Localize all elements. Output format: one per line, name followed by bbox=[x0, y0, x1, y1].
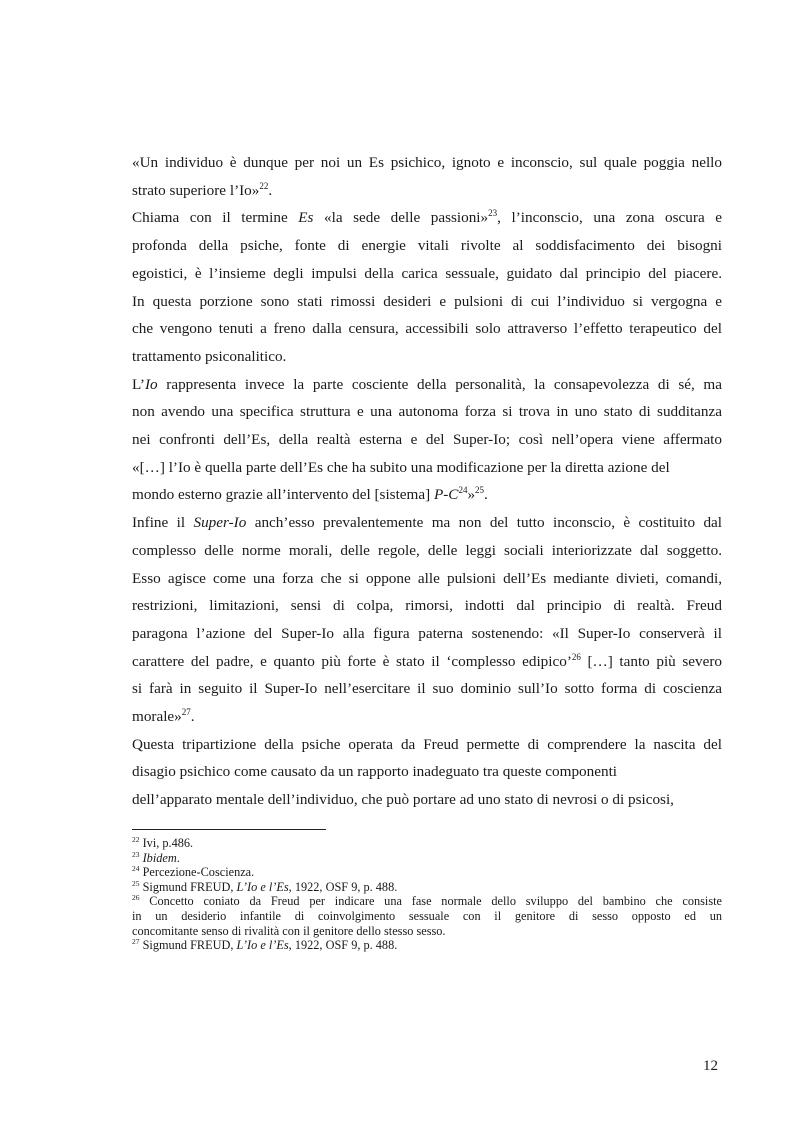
footnote-line bbox=[132, 851, 722, 866]
body-line bbox=[132, 509, 722, 537]
text-run: In questa porzione sono stati rimossi desideri e pulsioni di cui l’individuo si vergogna e bbox=[132, 292, 722, 310]
body-line bbox=[132, 481, 722, 509]
text-run: . bbox=[484, 486, 488, 504]
footnote-reference: 24 bbox=[458, 485, 468, 496]
footnote-reference: 22 bbox=[259, 180, 269, 191]
text-run: Esso agisce come una forza che si oppone alle pulsioni dell’Es mediante divieti, comandi, bbox=[132, 569, 722, 587]
footnote-reference: 27 bbox=[181, 707, 191, 717]
text-run: che vengono tenuti a freno dalla censura, accessibili solo attraverso l’effetto terapeutico del bbox=[132, 320, 722, 338]
body-line bbox=[132, 288, 722, 316]
text-run: morale» bbox=[132, 708, 182, 726]
footnote-27 bbox=[132, 938, 722, 953]
footnote-22 bbox=[132, 836, 722, 851]
body-line bbox=[132, 426, 722, 454]
footnote-reference: 26 bbox=[571, 651, 581, 662]
body-line bbox=[132, 177, 722, 205]
footnote-line bbox=[132, 836, 722, 851]
body-line bbox=[132, 648, 722, 676]
text-run: concomitante senso di rivalità con il genitore dello stesso sesso. bbox=[132, 923, 446, 938]
text-run: strato superiore l’Io» bbox=[132, 181, 260, 199]
text-run: […] tanto più severo bbox=[580, 652, 723, 670]
body-line bbox=[132, 703, 722, 731]
body-line bbox=[132, 731, 722, 759]
footnote-25 bbox=[132, 880, 722, 895]
text-run: nei confronti dell’Es, della realtà esterna e del Super-Io; così nell’opera viene affermato bbox=[132, 431, 722, 449]
text-run: restrizioni, limitazioni, sensi di colpa, rimorsi, indotti dal principio di realtà. Freud bbox=[132, 597, 722, 615]
footnote-24 bbox=[132, 865, 722, 880]
footnote-separator bbox=[132, 829, 326, 830]
text-run: Percezione-Coscienza. bbox=[139, 865, 255, 880]
text-run: Sigmund FREUD, bbox=[139, 879, 237, 894]
footnote-line bbox=[132, 880, 722, 895]
footnote-line bbox=[132, 938, 722, 953]
text-run: complesso delle norme morali, delle regole, delle leggi sociali interiorizzate dal soggetto. bbox=[132, 541, 722, 559]
italic-term: P-C bbox=[433, 486, 459, 504]
footnote-number: 22 bbox=[132, 834, 140, 844]
body-line bbox=[132, 371, 722, 399]
footnote-number: 25 bbox=[132, 878, 140, 888]
body-line bbox=[132, 675, 722, 703]
text-run: in un desiderio infantile di coinvolgimento sessuale con il genitore di sesso opposto ed un bbox=[132, 908, 722, 923]
footnote-number: 27 bbox=[132, 937, 140, 947]
body-line bbox=[132, 343, 722, 371]
text-run: non avendo una specifica struttura e una autonoma forza si trova in uno stato di sudditanza bbox=[132, 403, 722, 421]
page-number: 12 bbox=[703, 1058, 718, 1074]
text-run: trattamento psiconalitico. bbox=[132, 347, 287, 365]
text-run: mondo esterno grazie all’intervento del [sistema] bbox=[132, 486, 434, 504]
italic-term: Io bbox=[144, 375, 158, 393]
text-run: Chiama con il termine bbox=[132, 209, 299, 227]
body-line bbox=[132, 565, 722, 593]
footnote-number: 26 bbox=[132, 893, 140, 903]
footnotes bbox=[132, 836, 722, 953]
text-run: si farà in seguito il Super-Io nell’esercitare il suo dominio sull’Io sotto forma di coscienza bbox=[132, 680, 722, 698]
text-run: . bbox=[190, 708, 195, 726]
body-line bbox=[132, 620, 722, 648]
body-line bbox=[132, 398, 722, 426]
text-run: carattere del padre, e quanto più forte è stato il ‘complesso edipico’ bbox=[132, 652, 572, 670]
text-run: «Un individuo è dunque per noi un Es psichico, ignoto e inconscio, sul quale poggia nello bbox=[132, 154, 722, 171]
body-line bbox=[132, 260, 722, 288]
body-line bbox=[132, 786, 722, 814]
body-line bbox=[132, 537, 722, 565]
text-run: anch’esso prevalentemente ma non del tutto inconscio, è costituito dal bbox=[246, 514, 722, 532]
text-run: disagio psichico come causato da un rapporto inadeguato tra queste componenti bbox=[132, 763, 618, 781]
italic-term: Super-Io bbox=[193, 514, 247, 532]
italic-term: Ibidem bbox=[142, 850, 177, 865]
text-run: Ivi, p.486. bbox=[139, 836, 194, 850]
body-line bbox=[132, 232, 722, 260]
text-run: egoistici, è l’insieme degli impulsi della carica sessuale, guidato dal principio del piacere. bbox=[132, 264, 722, 282]
text-run: » bbox=[467, 486, 476, 504]
italic-term: L’Io e l’Es bbox=[236, 938, 289, 953]
footnote-line bbox=[132, 909, 722, 924]
text-run: Sigmund FREUD, bbox=[139, 938, 237, 953]
body-line bbox=[132, 454, 722, 482]
footnote-line bbox=[132, 865, 722, 880]
text-run: profonda della psiche, fonte di energie vitali rivolte al soddisfacimento dei bisogni bbox=[132, 237, 722, 255]
text-run: , 1922, OSF 9, p. 488. bbox=[288, 938, 398, 953]
footnote-number: 24 bbox=[132, 864, 140, 874]
text-run: , l’inconscio, una zona oscura e bbox=[497, 209, 722, 227]
text-run: rappresenta invece la parte cosciente della personalità, la consapevolezza di sé, ma bbox=[157, 375, 722, 393]
body-line bbox=[132, 204, 722, 232]
italic-term: L’Io e l’Es bbox=[236, 879, 289, 894]
text-run: , 1922, OSF 9, p. 488. bbox=[288, 879, 398, 894]
text-run: paragona l’azione del Super-Io alla figura paterna sostenendo: «Il Super-Io conserverà il bbox=[132, 624, 722, 642]
text-run: «[…] l’Io è quella parte dell’Es che ha subito una modificazione per la diretta azione del bbox=[132, 458, 670, 476]
body-line bbox=[132, 149, 722, 177]
text-run: Infine il bbox=[132, 514, 194, 532]
italic-term: Es bbox=[298, 209, 314, 227]
text-run: dell’apparato mentale dell’individuo, che può portare ad uno stato di nevrosi o di psicosi, bbox=[132, 791, 674, 809]
footnote-line bbox=[132, 924, 722, 939]
text-run: L’ bbox=[132, 375, 145, 393]
body-line bbox=[132, 758, 722, 786]
footnote-number: 23 bbox=[132, 849, 140, 859]
body-text bbox=[132, 149, 722, 814]
text-run: . bbox=[268, 181, 273, 199]
footnote-reference: 23 bbox=[488, 208, 498, 219]
footnote-line bbox=[132, 894, 722, 909]
body-line bbox=[132, 592, 722, 620]
footnote-26 bbox=[132, 894, 722, 938]
text-run: Concetto coniato da Freud per indicare una fase normale dello sviluppo del bambino che consiste bbox=[139, 894, 722, 909]
footnote-reference: 25 bbox=[475, 485, 485, 496]
text-run: Questa tripartizione della psiche operata da Freud permette di comprendere la nascita del bbox=[132, 735, 722, 753]
footnote-23 bbox=[132, 851, 722, 866]
body-line bbox=[132, 315, 722, 343]
text-run: «la sede delle passioni» bbox=[313, 209, 489, 227]
text-run: . bbox=[176, 850, 180, 865]
